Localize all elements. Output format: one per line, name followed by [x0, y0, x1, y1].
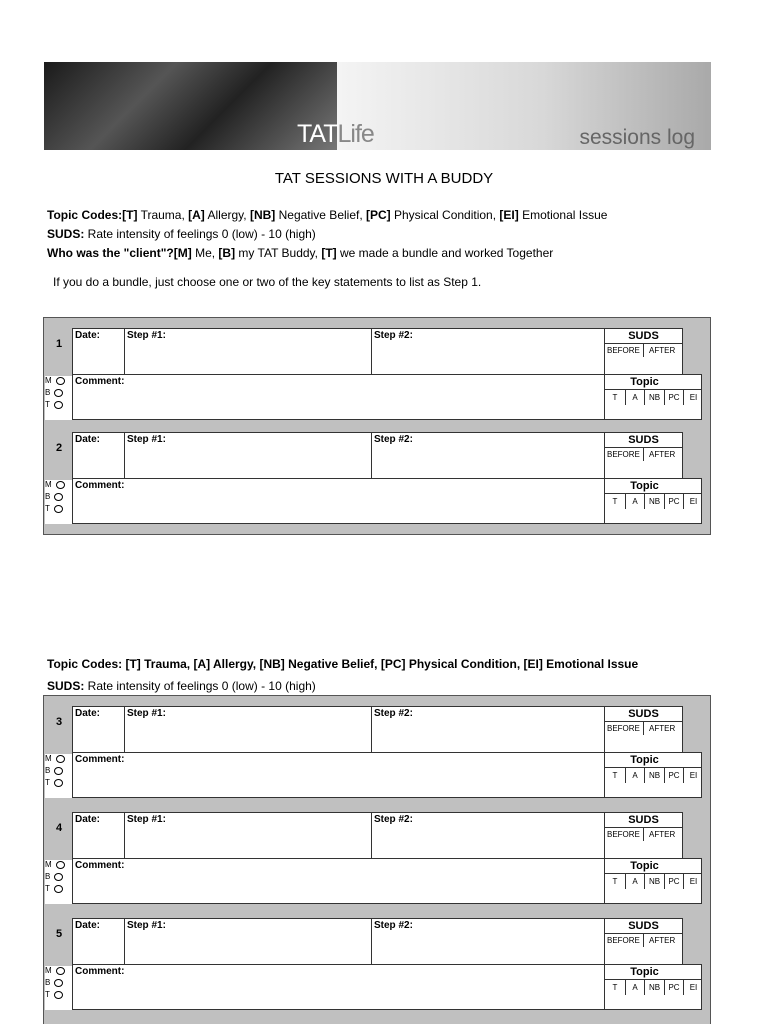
client-radio-group — [45, 480, 72, 524]
comment-label: Comment: — [75, 966, 125, 977]
comment-label: Comment: — [75, 480, 125, 491]
session-number: 5 — [55, 928, 63, 940]
topic-label: Topic — [630, 376, 659, 388]
client-radio[interactable] — [45, 754, 65, 764]
topic-code-cell: NB — [644, 494, 664, 509]
suds-before: BEFORE — [607, 450, 640, 459]
client-radio[interactable] — [45, 400, 63, 410]
topic-box — [604, 752, 702, 798]
topic-code-cell: EI — [683, 874, 703, 889]
radio-letter: M — [45, 754, 52, 763]
comment-box — [72, 752, 605, 798]
code-description: Physical Condition, — [390, 208, 500, 222]
topic-code-cell: PC — [664, 768, 684, 783]
step2-label: Step #2: — [374, 920, 413, 931]
step2-label: Step #2: — [374, 708, 413, 719]
code-label: [M] — [173, 246, 192, 260]
suds-line-2: SUDS: Rate intensity of feelings 0 (low) - 10 (high) — [47, 679, 316, 693]
radio-circle-icon — [56, 481, 65, 489]
topic-codes-line-2: Topic Codes: [T] Trauma, [A] Allergy, [NB] Negative Belief, [PC] Physical Condition, [EI] Emotional Issue — [47, 657, 639, 671]
session-row — [44, 908, 710, 998]
topic-code-cell: NB — [644, 980, 664, 995]
client-radio[interactable] — [45, 778, 63, 788]
comment-label: Comment: — [75, 860, 125, 871]
suds-after: AFTER — [649, 450, 676, 459]
topic-grid — [605, 389, 701, 405]
suds-box — [604, 432, 683, 479]
topic-grid — [605, 873, 701, 889]
topic-label: Topic — [630, 480, 659, 492]
client-radio[interactable] — [45, 388, 63, 398]
suds-label: SUDS — [628, 814, 659, 826]
date-label: Date: — [75, 434, 101, 445]
code-description: my TAT Buddy, — [235, 246, 322, 260]
header-banner — [44, 62, 711, 150]
topic-code-cell: A — [625, 494, 645, 509]
suds-mid-divider — [643, 447, 644, 461]
step1-label: Step #1: — [127, 708, 166, 719]
radio-circle-icon — [54, 779, 63, 787]
code-label: [EI] — [499, 208, 519, 222]
suds-box — [604, 706, 683, 753]
step1-divider — [124, 813, 125, 858]
topic-code-cell: PC — [664, 980, 684, 995]
suds-label: SUDS — [628, 708, 659, 720]
code-description: we made a bundle and worked Together — [336, 246, 554, 260]
suds-box — [604, 812, 683, 859]
comment-label: Comment: — [75, 754, 125, 765]
radio-letter: T — [45, 990, 50, 999]
date-label: Date: — [75, 330, 101, 341]
step2-divider — [371, 919, 372, 964]
session-row — [44, 802, 710, 892]
code-label: [B] — [218, 246, 236, 260]
topic-code-cell: PC — [664, 390, 684, 405]
topic-code-cell: A — [625, 874, 645, 889]
suds-mid-divider — [643, 721, 644, 735]
step1-label: Step #1: — [127, 920, 166, 931]
topic-code-cell: T — [612, 877, 618, 886]
comment-box — [72, 964, 605, 1010]
radio-circle-icon — [54, 401, 63, 409]
code-description: Trauma, — [137, 208, 189, 222]
suds-before: BEFORE — [607, 346, 640, 355]
client-radio[interactable] — [45, 376, 65, 386]
radio-circle-icon — [56, 861, 65, 869]
step2-divider — [371, 329, 372, 374]
code-label: [T] — [321, 246, 337, 260]
suds-label: SUDS — [628, 330, 659, 342]
code-description: Emotional Issue — [518, 208, 608, 222]
step1-label: Step #1: — [127, 330, 166, 341]
suds-label: SUDS — [628, 434, 659, 446]
page-title: TAT SESSIONS WITH A BUDDY — [274, 170, 494, 187]
topic-code-cell: EI — [683, 768, 703, 783]
client-radio[interactable] — [45, 860, 65, 870]
radio-letter: M — [45, 860, 52, 869]
session-steps-box — [72, 706, 605, 753]
code-label: [A] — [188, 208, 205, 222]
radio-circle-icon — [56, 755, 65, 763]
topic-code-cell: T — [612, 771, 618, 780]
step1-label: Step #1: — [127, 814, 166, 825]
topic-code-cell: EI — [683, 494, 703, 509]
suds-before: BEFORE — [607, 936, 640, 945]
topic-code-cell: EI — [683, 390, 703, 405]
radio-letter: T — [45, 778, 50, 787]
step1-divider — [124, 707, 125, 752]
session-steps-box — [72, 812, 605, 859]
session-steps-box — [72, 918, 605, 965]
session-number: 2 — [55, 442, 63, 454]
client-radio[interactable] — [45, 966, 65, 976]
radio-letter: M — [45, 966, 52, 975]
topic-code-cell: A — [625, 390, 645, 405]
radio-letter: M — [45, 480, 52, 489]
topic-grid — [605, 767, 701, 783]
topic-grid — [605, 979, 701, 995]
radio-letter: B — [45, 978, 51, 987]
topic-code-cell: NB — [644, 390, 664, 405]
topic-code-cell: A — [625, 768, 645, 783]
session-row — [44, 422, 710, 512]
session-number: 3 — [55, 716, 63, 728]
comment-label: Comment: — [75, 376, 125, 387]
suds-after: AFTER — [649, 724, 676, 733]
radio-letter: T — [45, 504, 50, 513]
date-label: Date: — [75, 920, 101, 931]
suds-after: AFTER — [649, 830, 676, 839]
client-radio-group — [45, 966, 72, 1010]
session-number: 4 — [55, 822, 63, 834]
session-row — [44, 696, 710, 786]
radio-circle-icon — [54, 389, 63, 397]
client-radio[interactable] — [45, 766, 63, 776]
topic-code-cell: T — [612, 497, 618, 506]
step1-label: Step #1: — [127, 434, 166, 445]
client-radio[interactable] — [45, 492, 63, 502]
step1-divider — [124, 919, 125, 964]
client-radio-group — [45, 754, 72, 798]
client-radio[interactable] — [45, 504, 63, 514]
radio-letter: B — [45, 492, 51, 501]
topic-grid — [605, 493, 701, 509]
topic-code-cell: A — [625, 980, 645, 995]
step2-label: Step #2: — [374, 330, 413, 341]
code-description: Negative Belief, — [275, 208, 366, 222]
session-row — [44, 318, 710, 408]
topic-label: Topic — [630, 754, 659, 766]
banner-photo — [44, 62, 337, 150]
step2-label: Step #2: — [374, 814, 413, 825]
brand-logo: TATLife — [297, 120, 374, 148]
radio-letter: M — [45, 376, 52, 385]
code-label: [NB] — [249, 208, 276, 222]
step2-divider — [371, 707, 372, 752]
step2-divider — [371, 433, 372, 478]
radio-letter: B — [45, 766, 51, 775]
topic-box — [604, 964, 702, 1010]
radio-circle-icon — [56, 967, 65, 975]
topic-code-cell: EI — [683, 980, 703, 995]
client-radio[interactable] — [45, 978, 63, 988]
step2-label: Step #2: — [374, 434, 413, 445]
radio-circle-icon — [54, 493, 63, 501]
client-radio-group — [45, 376, 72, 420]
suds-mid-divider — [643, 827, 644, 841]
client-radio[interactable] — [45, 480, 65, 490]
topic-code-cell: NB — [644, 874, 664, 889]
topic-box — [604, 478, 702, 524]
suds-line: SUDS: Rate intensity of feelings 0 (low) - 10 (high) — [47, 227, 316, 241]
client-radio[interactable] — [45, 884, 63, 894]
radio-letter: B — [45, 388, 51, 397]
suds-mid-divider — [643, 933, 644, 947]
client-radio-group — [45, 860, 72, 904]
date-label: Date: — [75, 814, 101, 825]
suds-box — [604, 918, 683, 965]
suds-before: BEFORE — [607, 830, 640, 839]
radio-circle-icon — [54, 873, 63, 881]
suds-mid-divider — [643, 343, 644, 357]
comment-box — [72, 374, 605, 420]
radio-circle-icon — [54, 885, 63, 893]
suds-after: AFTER — [649, 936, 676, 945]
radio-circle-icon — [54, 979, 63, 987]
topic-code-cell: T — [612, 393, 618, 402]
radio-letter: T — [45, 884, 50, 893]
suds-label: SUDS — [628, 920, 659, 932]
topic-code-cell: NB — [644, 768, 664, 783]
suds-after: AFTER — [649, 346, 676, 355]
comment-box — [72, 478, 605, 524]
radio-circle-icon — [54, 767, 63, 775]
session-number: 1 — [55, 338, 63, 350]
radio-circle-icon — [54, 505, 63, 513]
step2-divider — [371, 813, 372, 858]
session-steps-box — [72, 328, 605, 375]
topic-code-cell: T — [612, 983, 618, 992]
suds-before: BEFORE — [607, 724, 640, 733]
topic-code-cell: PC — [664, 874, 684, 889]
client-line: Who was the "client"?[M] Me, [B] my TAT Buddy, [T] we made a bundle and worked Together — [47, 246, 554, 260]
sessions-panel-2 — [43, 695, 711, 1024]
radio-circle-icon — [56, 377, 65, 385]
topic-label: Topic — [630, 860, 659, 872]
topic-box — [604, 374, 702, 420]
topic-box — [604, 858, 702, 904]
session-steps-box — [72, 432, 605, 479]
client-radio[interactable] — [45, 990, 63, 1000]
code-description: Me, — [191, 246, 219, 260]
date-label: Date: — [75, 708, 101, 719]
client-radio[interactable] — [45, 872, 63, 882]
code-description: Allergy, — [204, 208, 250, 222]
topic-code-cell: PC — [664, 494, 684, 509]
sessions-panel-1 — [43, 317, 711, 535]
step1-divider — [124, 329, 125, 374]
radio-letter: T — [45, 400, 50, 409]
suds-box — [604, 328, 683, 375]
topic-codes-line: Topic Codes:[T] Trauma, [A] Allergy, [NB] Negative Belief, [PC] Physical Condition, [EI] Emotional Issue — [47, 208, 608, 222]
radio-circle-icon — [54, 991, 63, 999]
code-label: [T] — [122, 208, 138, 222]
code-label: [PC] — [366, 208, 391, 222]
sessions-log-label: sessions log — [579, 126, 695, 149]
comment-box — [72, 858, 605, 904]
radio-letter: B — [45, 872, 51, 881]
bundle-note: If you do a bundle, just choose one or two of the key statements to list as Step 1. — [53, 275, 482, 289]
topic-label: Topic — [630, 966, 659, 978]
step1-divider — [124, 433, 125, 478]
